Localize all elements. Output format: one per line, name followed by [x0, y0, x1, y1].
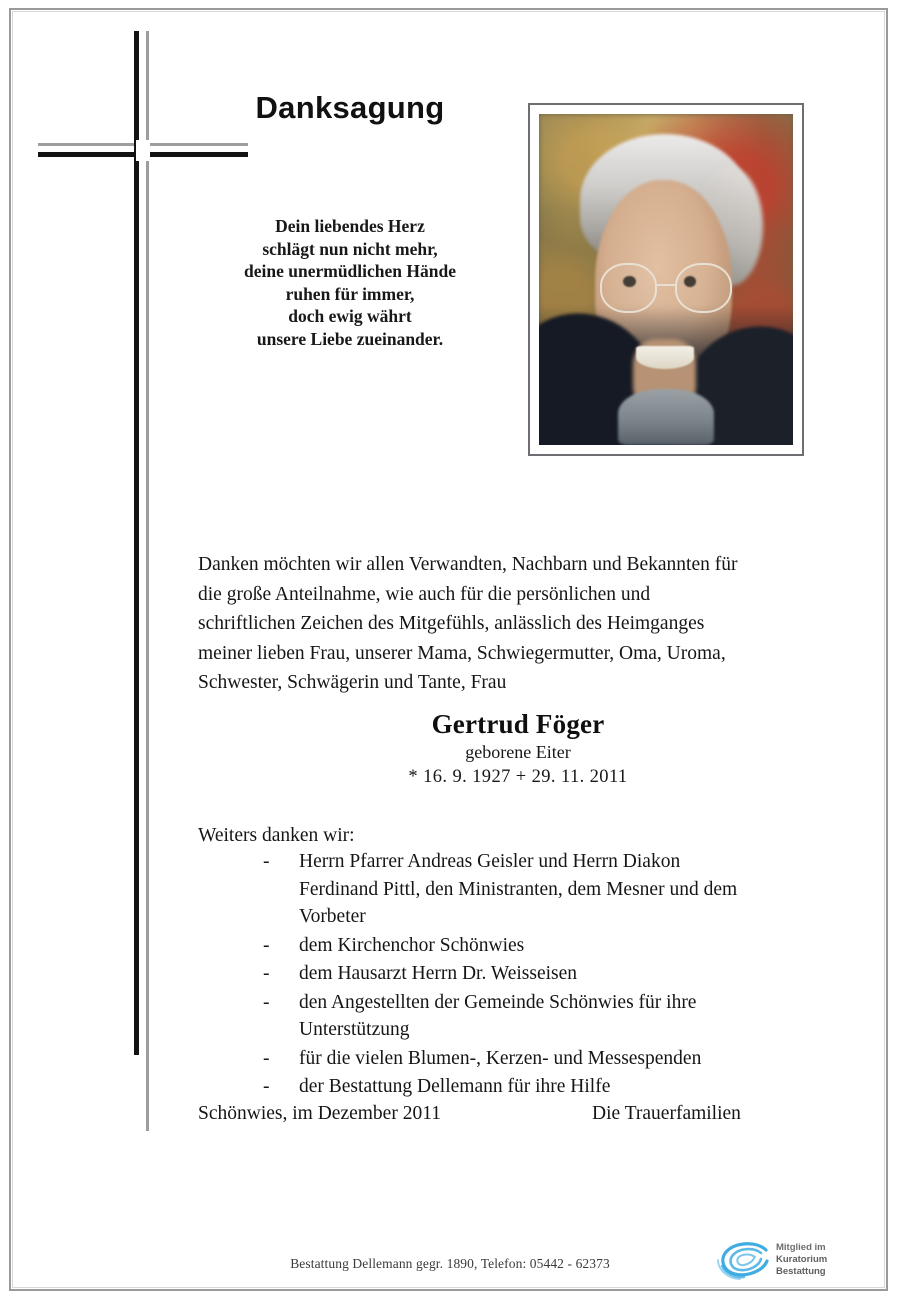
- kuratorium-bestattung-logo: [716, 1236, 868, 1282]
- poem-line: Dein liebendes Herz: [275, 216, 425, 236]
- list-item: [255, 932, 855, 960]
- photo-glasses: [600, 263, 732, 313]
- photo-collar: [618, 389, 715, 445]
- poem-line: ruhen für immer,: [285, 283, 415, 304]
- thanks-list: [255, 848, 855, 1102]
- cross-intersection-gap: [136, 140, 150, 161]
- footer-imprint: Bestattung Dellemann gegr. 1890, Telefon: 05442 - 62373: [290, 1256, 610, 1271]
- list-item-line: den Angestellten der Gemeinde Schönwies für ihre: [299, 991, 697, 1013]
- list-item: [255, 1073, 855, 1101]
- list-bullet: -: [263, 1076, 270, 1097]
- closing-family: Die Trauerfamilien: [592, 1103, 741, 1124]
- poem-line: deine unermüdlichen Hände: [244, 261, 456, 281]
- acknowledgement-paragraph: [198, 550, 848, 698]
- cross-vertical-gray-line: [146, 31, 149, 1131]
- list-item-line: für die vielen Blumen-, Kerzen- und Messespenden: [299, 1047, 702, 1069]
- list-bullet: -: [263, 934, 270, 956]
- deceased-maiden-name: geborene Eiter: [465, 742, 571, 762]
- list-item-line: Ferdinand Pittl, den Ministranten, dem Mesner und dem: [299, 878, 738, 900]
- list-bullet: -: [263, 851, 270, 872]
- list-item: [255, 848, 855, 931]
- list-item-line: der Bestattung Dellemann für ihre Hilfe: [299, 1076, 611, 1097]
- swirl-icon: [716, 1238, 774, 1280]
- list-bullet: -: [263, 1047, 270, 1069]
- thanks-lead-in: Weiters danken wir:: [198, 825, 355, 846]
- list-bullet: -: [263, 963, 270, 984]
- paragraph-line: Danken möchten wir allen Verwandten, Nachbarn und Bekannten für: [198, 554, 738, 575]
- list-item-line: Unterstützung: [299, 1019, 410, 1040]
- list-item: [255, 989, 855, 1044]
- portrait-frame: [528, 103, 804, 456]
- list-item-line: Herrn Pfarrer Andreas Geisler und Herrn Diakon: [299, 851, 681, 872]
- closing-place-date: Schönwies, im Dezember 2011: [198, 1103, 441, 1124]
- photo-lens-left: [600, 263, 657, 313]
- list-item-line: dem Hausarzt Herrn Dr. Weisseisen: [299, 963, 578, 984]
- paragraph-line: die große Anteilnahme, wie auch für die persönlichen und: [198, 583, 651, 605]
- photo-smile: [636, 346, 694, 369]
- deceased-dates: * 16. 9. 1927 + 29. 11. 2011: [408, 767, 628, 787]
- poem-line: schlägt nun nicht mehr,: [262, 238, 438, 259]
- paragraph-line: meiner lieben Frau, unserer Mama, Schwiegermutter, Oma, Uroma,: [198, 642, 726, 664]
- poem-line: doch ewig währt: [288, 306, 412, 326]
- list-item: [255, 1045, 855, 1073]
- photo-lens-right: [675, 263, 732, 313]
- cross-vertical-black-line: [134, 31, 139, 1055]
- page-title: Danksagung: [255, 90, 445, 125]
- list-item-line: Vorbeter: [299, 906, 366, 927]
- deceased-name-block: [198, 708, 838, 790]
- list-item-line: dem Kirchenchor Schönwies: [299, 934, 525, 956]
- paragraph-line: Schwester, Schwägerin und Tante, Frau: [198, 672, 507, 693]
- poem-line: unsere Liebe zueinander.: [256, 328, 444, 349]
- paragraph-line: schriftlichen Zeichen des Mitgefühls, anlässlich des Heimganges: [198, 613, 705, 634]
- logo-text-line1: Mitglied im: [776, 1242, 826, 1253]
- list-bullet: -: [263, 991, 270, 1013]
- photo-glasses-bridge: [657, 284, 675, 286]
- portrait-photo: [539, 114, 793, 445]
- logo-text: [776, 1242, 868, 1278]
- logo-text-line2: Kuratorium Bestattung: [776, 1254, 828, 1277]
- memorial-poem: [185, 215, 515, 350]
- list-item: [255, 960, 855, 988]
- deceased-name: Gertrud Föger: [431, 709, 605, 739]
